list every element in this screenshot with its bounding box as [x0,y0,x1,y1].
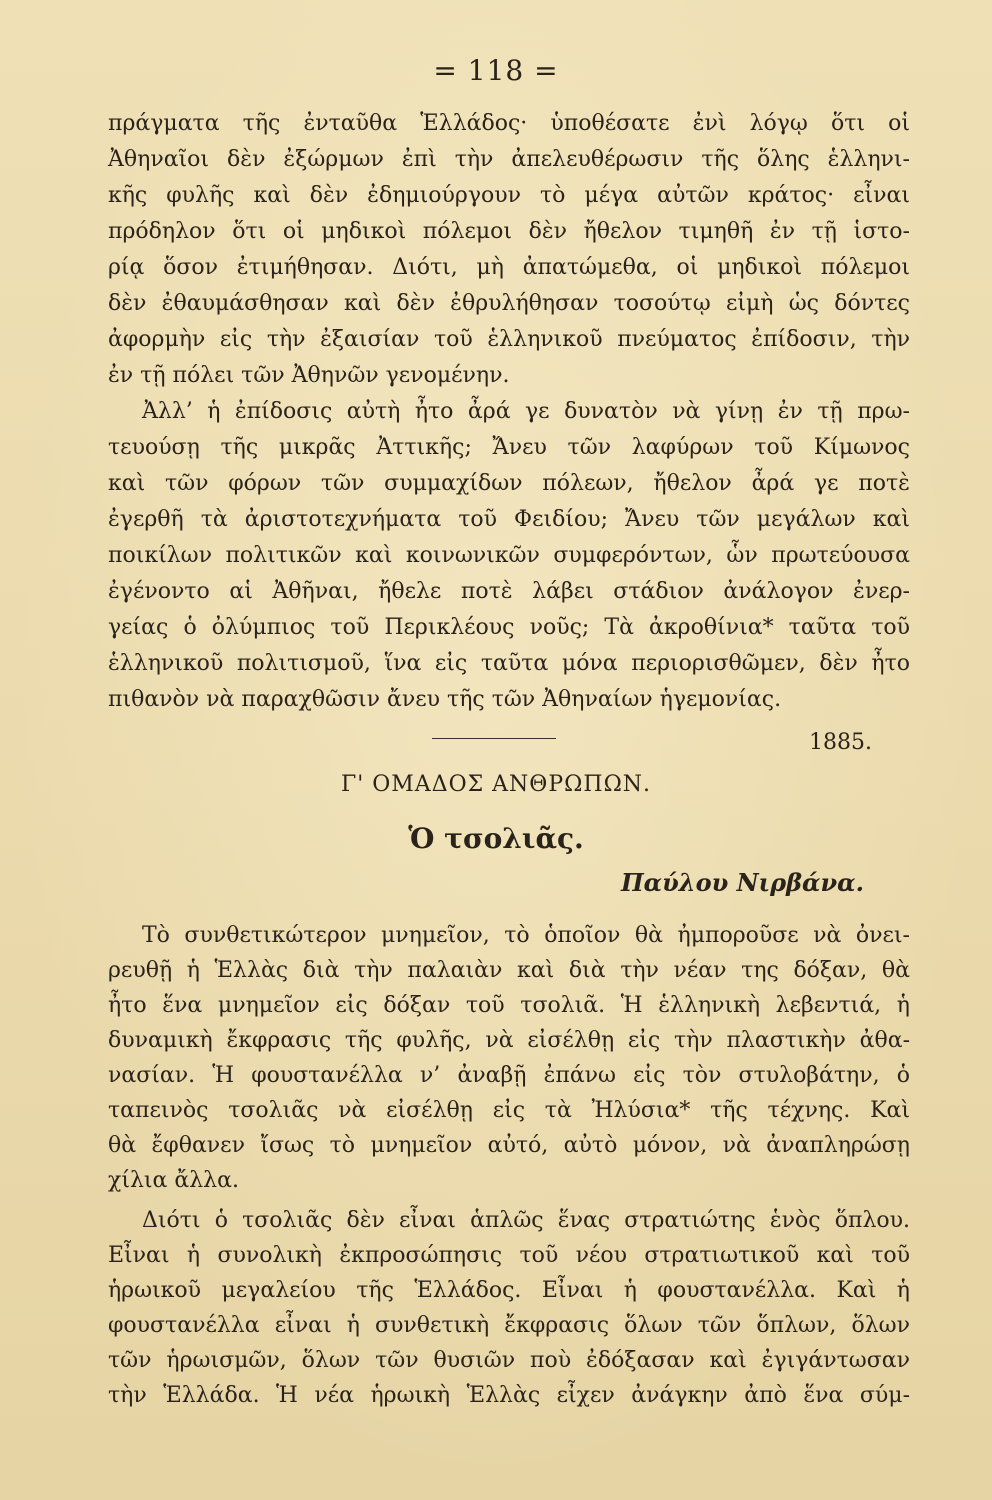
page-number: = 118 = [433,54,559,87]
date-signature: 1885. [809,730,872,755]
text-line: φουστανέλλα εἶναι ἡ συνθετικὴ ἔκφρασις ὅλων τῶν ὅπλων, ὅλων [108,1313,910,1338]
text-line: ποικίλων πολιτικῶν καὶ κοινωνικῶν συμφερόντων, ὧν πρωτεύουσα [108,543,910,568]
text-line: ἐγένοντο αἱ Ἀθῆναι, ἤθελε ποτὲ λάβει στάδιον ἀνάλογον ἐνερ- [108,579,910,604]
text-line: χίλια ἄλλα. [108,1168,239,1193]
text-line: Ἀθηναῖοι δὲν ἐξώρμων ἐπὶ τὴν ἀπελευθέρωσιν τῆς ὅλης ἑλληνι- [108,147,910,172]
text-line: ἑλληνικοῦ πολιτισμοῦ, ἵνα εἰς ταῦτα μόνα περιορισθῶμεν, δὲν ἦτο [108,651,910,676]
text-line: ἐν τῇ πόλει τῶν Ἀθηνῶν γενομένην. [108,363,510,388]
text-line: ταπεινὸς τσολιᾶς νὰ εἰσέλθῃ εἰς τὰ Ἠλύσια* τῆς τέχνης. Καὶ [108,1098,910,1123]
text-line: κῆς φυλῆς καὶ δὲν ἐδημιούργουν τὸ μέγα αὐτῶν κράτος· εἶναι [108,183,910,208]
text-line: πιθανὸν νὰ παραχθῶσιν ἄνευ τῆς τῶν Ἀθηναίων ἡγεμονίας. [108,687,782,712]
text-line: νασίαν. Ἡ φουστανέλλα ν’ ἀναβῇ ἐπάνω εἰς τὸν στυλοβάτην, ὁ [108,1063,910,1088]
text-line: ἀφορμὴν εἰς τὴν ἐξαισίαν τοῦ ἑλληνικοῦ πνεύματος ἐπίδοσιν, τὴν [108,327,910,352]
article-title: Ὁ τσολιᾶς. [408,822,584,855]
text-line: τὴν Ἑλλάδα. Ἡ νέα ἡρωικὴ Ἑλλὰς εἶχεν ἀνάγκην ἀπὸ ἕνα σύμ- [108,1383,910,1408]
section-divider [432,738,556,739]
text-line: πρόδηλον ὅτι οἱ μηδικοὶ πόλεμοι δὲν ἤθελον τιμηθῆ ἐν τῇ ἱστο- [108,219,910,244]
text-line: Ἀλλ’ ἡ ἐπίδοσις αὐτὴ ἦτο ἆρά γε δυνατὸν νὰ γίνῃ ἐν τῇ πρω- [142,399,910,424]
text-line: τῶν ἡρωισμῶν, ὅλων τῶν θυσιῶν ποὺ ἐδόξασαν καὶ ἐγιγάντωσαν [108,1348,910,1373]
text-line: δυναμικὴ ἔκφρασις τῆς φυλῆς, νὰ εἰσέλθῃ εἰς τὴν πλαστικὴν ἀθα- [108,1028,910,1053]
text-line: πράγματα τῆς ἐνταῦθα Ἑλλάδος· ὑποθέσατε ἐνὶ λόγῳ ὅτι οἱ [108,111,910,136]
text-line: τευούσῃ τῆς μικρᾶς Ἀττικῆς; Ἄνευ τῶν λαφύρων τοῦ Κίμωνος [108,435,910,460]
bottom-text-block [108,918,910,1418]
text-line: ρίᾳ ὅσον ἐτιμήθησαν. Διότι, μὴ ἀπατώμεθα, οἱ μηδικοὶ πόλεμοι [108,255,910,280]
text-line: ἡρωικοῦ μεγαλείου τῆς Ἑλλάδος. Εἶναι ἡ φουστανέλλα. Καὶ ἡ [108,1278,910,1303]
text-line: Διότι ὁ τσολιᾶς δὲν εἶναι ἁπλῶς ἕνας στρατιώτης ἑνὸς ὅπλου. [142,1208,910,1233]
text-line: καὶ τῶν φόρων τῶν συμμαχίδων πόλεων, ἤθελον ἆρά γε ποτὲ [108,471,910,496]
text-line: δὲν ἐθαυμάσθησαν καὶ δὲν ἐθρυλήθησαν τοσούτῳ εἰμὴ ὡς δόντες [108,291,910,316]
text-line: ἦτο ἕνα μνημεῖον εἰς δόξαν τοῦ τσολιᾶ. Ἡ ἑλληνικὴ λεβεντιά, ἡ [108,993,910,1018]
section-heading: Γ' ΟΜΑΔΟΣ ΑΝΘΡΩΠΩΝ. [340,772,652,797]
text-line: θὰ ἔφθανεν ἴσως τὸ μνημεῖον αὐτό, αὐτὸ μόνον, νὰ ἀναπληρώσῃ [108,1133,910,1158]
text-line: γείας ὁ ὀλύμπιος τοῦ Περικλέους νοῦς; Τὰ ἀκροθίνια* ταῦτα τοῦ [108,615,910,640]
text-line: Εἶναι ἡ συνολικὴ ἐκπροσώπησις τοῦ νέου στρατιωτικοῦ καὶ τοῦ [108,1243,910,1268]
text-line: Τὸ συνθετικώτερον μνημεῖον, τὸ ὁποῖον θὰ ἠμποροῦσε νὰ ὀνει- [142,923,910,948]
top-text-block [108,106,910,718]
article-author: Παύλου Νιρβάνα. [620,868,864,897]
text-line: ρευθῇ ἡ Ἑλλὰς διὰ τὴν παλαιὰν καὶ διὰ τὴν νέαν της δόξαν, θὰ [108,958,910,983]
text-line: ἐγερθῆ τὰ ἀριστοτεχνήματα τοῦ Φειδίου; Ἄνευ τῶν μεγάλων καὶ [108,507,910,532]
